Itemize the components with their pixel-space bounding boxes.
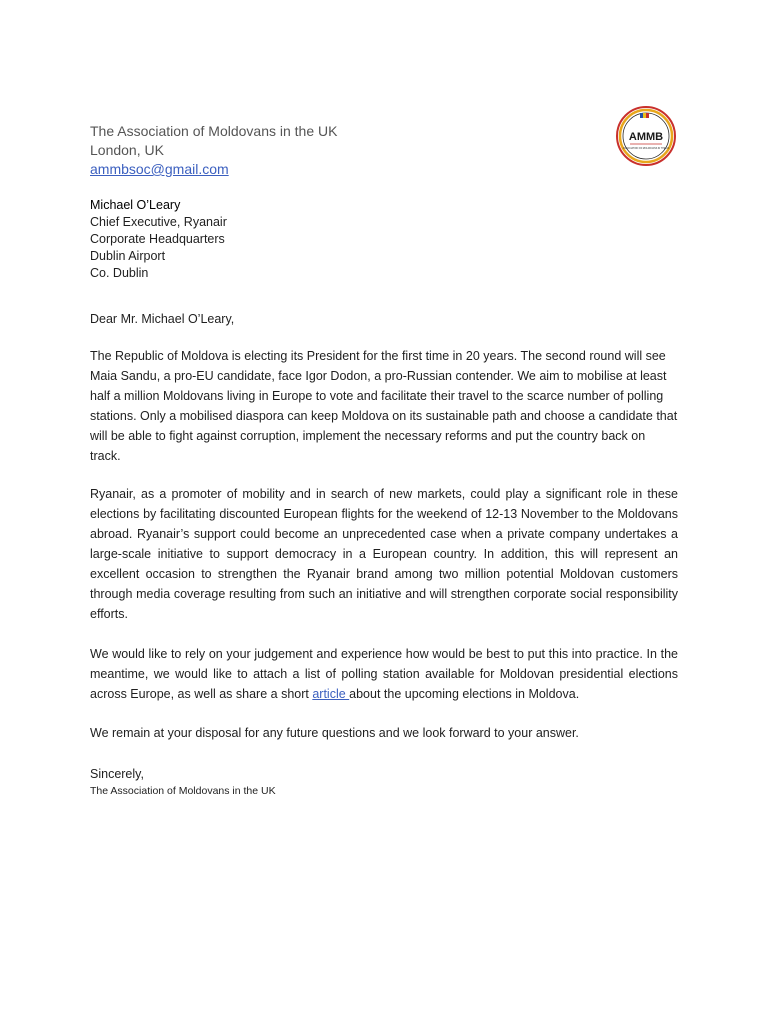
salutation: Dear Mr. Michael O’Leary, bbox=[90, 312, 235, 326]
recipient-address-line2: Dublin Airport bbox=[90, 249, 166, 263]
recipient-title: Chief Executive, Ryanair bbox=[90, 215, 227, 229]
paragraph-2: Ryanair, as a promoter of mobility and in search of new markets, could play a significant role in these elections by facilitating discounted European flights for the weekend of 12-13 November to the Moldovans abroad. Ryanair’s support could become an unprecedented case when a private company undertakes a large-scale initiative to support democracy in a European country. In addition, this will represent an excellent occasion to strengthen the Ryanair brand among two million potential Moldovan customers through media coverage resulting from such an initiative and will strengthen corporate social responsibility efforts. bbox=[90, 487, 678, 621]
paragraph-3 bbox=[90, 644, 678, 704]
recipient-address-line1: Corporate Headquarters bbox=[90, 232, 225, 246]
recipient-block bbox=[90, 197, 227, 282]
paragraph-3-text-before: We would like to rely on your judgement and experience how would be best to put this into practice. In the meantime, we would like to attach a list of polling station available for Moldovan presidential elections across Europe, as well as share a short bbox=[90, 647, 678, 701]
sender-location: London, UK bbox=[90, 142, 164, 158]
ammb-logo bbox=[616, 106, 676, 166]
paragraph-4: We remain at your disposal for any future questions and we look forward to your answer. bbox=[90, 726, 579, 740]
signature: The Association of Moldovans in the UK bbox=[90, 785, 276, 797]
sender-org-name: The Association of Moldovans in the UK bbox=[90, 123, 338, 139]
recipient-name: Michael O’Leary bbox=[90, 198, 181, 212]
paragraph-1: The Republic of Moldova is electing its President for the first time in 20 years. The second round will see Maia Sandu, a pro-EU candidate, face Igor Dodon, a pro-Russian contender. We aim to mobilise at least half a million Moldovans living in Europe to vote and facilitate their travel to the scarce number of polling stations. Only a mobilised diaspora can keep Moldova on its sustainable path and choose a candidate that will be able to fight against corruption, implement the necessary reforms and put the country back on track. bbox=[90, 349, 678, 463]
recipient-address-line3: Co. Dublin bbox=[90, 266, 149, 280]
logo-text: AMMB bbox=[628, 131, 664, 143]
closing: Sincerely, bbox=[90, 767, 144, 781]
sender-email-link[interactable]: ammbsoc@gmail.com bbox=[90, 161, 229, 177]
paragraph-3-text-after: about the upcoming elections in Moldova. bbox=[349, 687, 580, 701]
logo-subtext: ASSOCIATION OF MOLDOVANS IN THE UK bbox=[622, 148, 670, 150]
article-link[interactable]: article bbox=[312, 687, 350, 701]
sender-block bbox=[90, 122, 337, 179]
